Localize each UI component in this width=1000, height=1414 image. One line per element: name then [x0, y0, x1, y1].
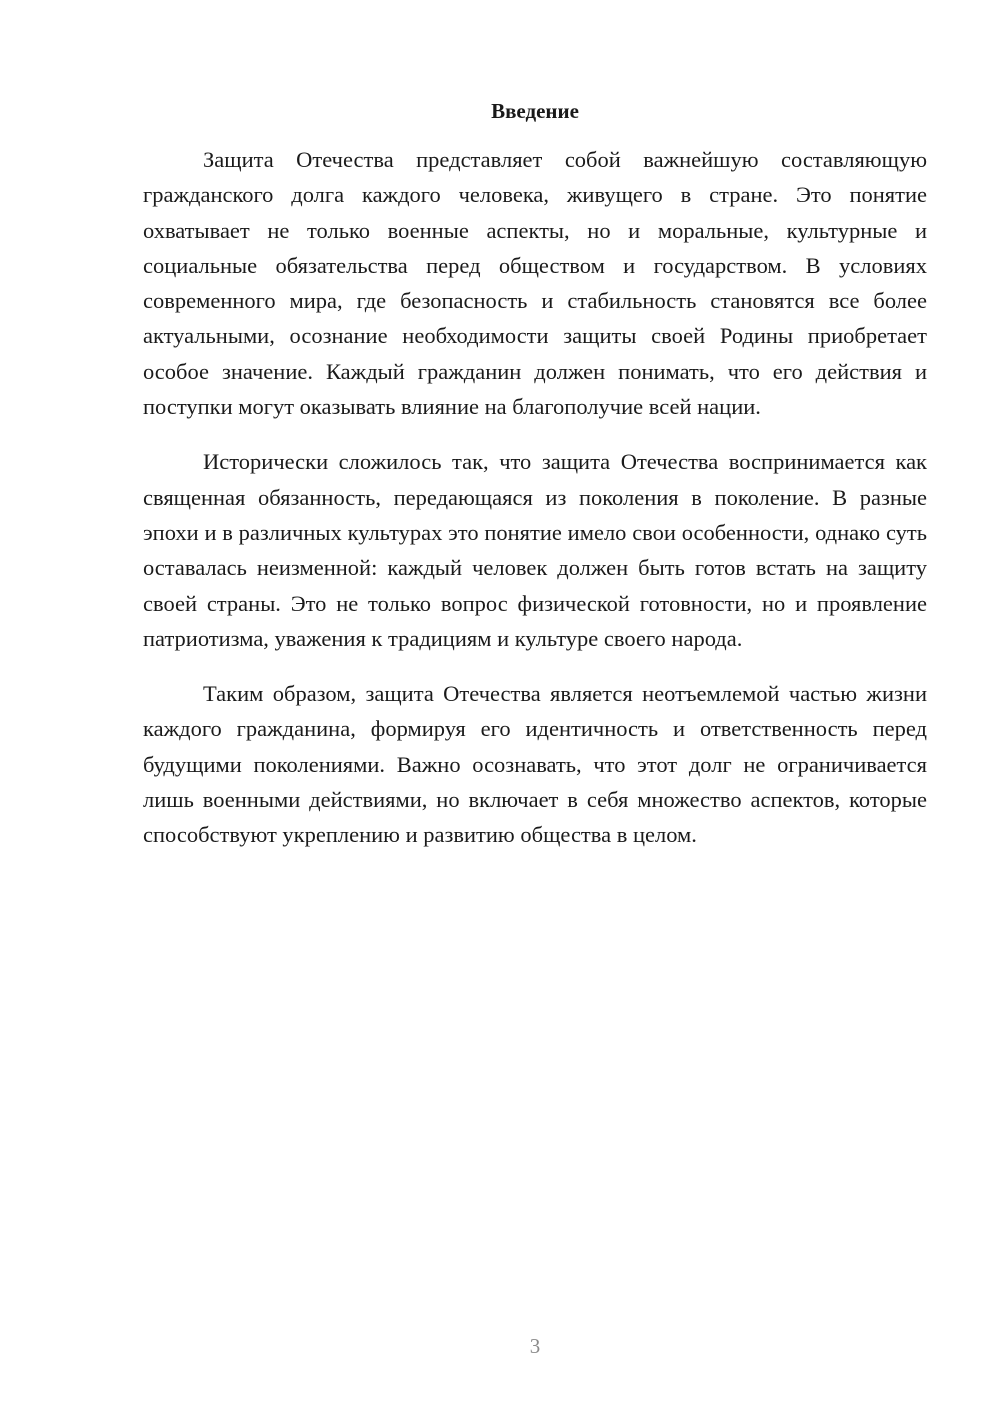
- section-title: Введение: [491, 99, 579, 123]
- page-number: 3: [529, 1334, 541, 1358]
- paragraph-2: Исторически сложилось так, что защита Отечества воспринимается как священная обязанность, передающаяся из поколения в поколение. В разные эпохи и в различных культурах это понятие имело свои особенности, однако суть оставалась неизменной: каждый человек должен быть готов встать на защиту своей страны. Это не только вопрос физической готовности, но и проявление патриотизма, уважения к традициям и культуре своего народа.: [143, 449, 927, 651]
- body-text: [143, 142, 927, 873]
- paragraph-1: Защита Отечества представляет собой важнейшую составляющую гражданского долга каждого человека, живущего в стране. Это понятие охватывает не только военные аспекты, но и моральные, культурные и социальные обязательства перед обществом и государством. В условиях современного мира, где безопасность и стабильность становятся все более актуальными, осознание необходимости защиты своей Родины приобретает особое значение. Каждый гражданин должен понимать, что его действия и поступки могут оказывать влияние на благополучие всей нации.: [143, 147, 927, 420]
- paragraph-3: Таким образом, защита Отечества является неотъемлемой частью жизни каждого гражданина, формируя его идентичность и ответственность перед будущими поколениями. Важно осознавать, что этот долг не ограничивается лишь военными действиями, но включает в себя множество аспектов, которые способствуют укреплению и развитию общества в целом.: [143, 681, 927, 848]
